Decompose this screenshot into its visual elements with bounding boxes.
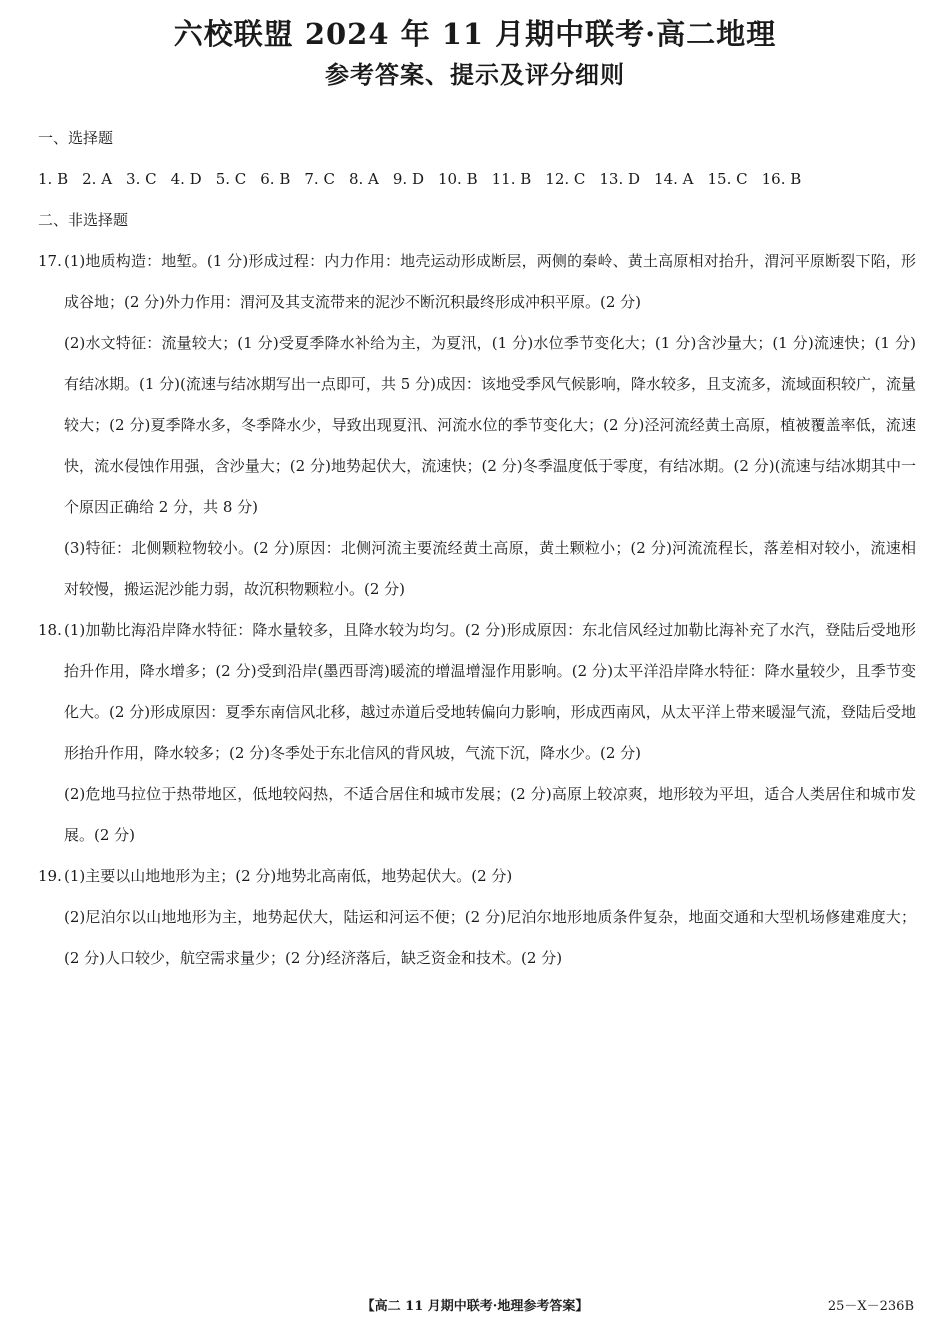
footer-code: 25－X－236B [827,1299,914,1314]
answer-item: 8. A [348,170,379,188]
answer-item: 11. B [491,170,532,188]
question-19 [38,856,916,897]
answer-item: 15. C [707,170,748,188]
question-18-part-1: (1)加勒比海沿岸降水特征：降水量较多，且降水较为均匀。(2 分)形成原因：东北信风经过加勒比海补充了水汽，登陆后受地形抬升作用，降水增多；(2 分)受到沿岸(墨西哥湾)暖流的增温增湿作用影响。(2 分)太平洋沿岸降水特征：降水量较少，且季节变化大。(2 分)形成原因：夏季东南信风北移，越过赤道后受地转偏向力影响，形成西南风，从太平洋上带来暖湿气流，登陆后受地形抬升作用，降水较多；(2 分)冬季处于东北信风的背风坡，气流下沉，降水少。(2 分) [64,621,916,762]
question-number: 19. [38,867,62,885]
answer-item: 16. B [761,170,802,188]
page-title: 六校联盟 2024 年 11 月期中联考·高二地理 [173,17,777,51]
answer-item: 1. B [38,170,69,188]
answer-item: 3. C [126,170,157,188]
section-heading-nonchoice: 二、非选择题 [38,211,129,229]
answer-item: 13. D [599,170,641,188]
question-17-part-1: (1)地质构造：地堑。(1 分)形成过程：内力作用：地壳运动形成断层，两侧的秦岭、黄土高原相对抬升，渭河平原断裂下陷，形成谷地；(2 分)外力作用：渭河及其支流带来的泥沙不断沉积最终形成冲积平原。(2 分) [64,252,916,311]
answer-item: 6. B [260,170,291,188]
answer-item: 14. A [654,170,694,188]
answer-item: 7. C [304,170,335,188]
answer-item: 5. C [215,170,247,188]
footer-title: 【高二 11 月期中联考·地理参考答案】 [361,1299,589,1314]
page-subtitle: 参考答案、提示及评分细则 [325,60,625,89]
content [38,118,916,979]
answer-item: 4. D [170,170,202,188]
question-number: 17. [38,252,62,270]
answer-item: 2. A [82,170,113,188]
answer-item: 10. B [437,170,478,188]
choice-answers [38,159,916,200]
page-footer [0,1296,950,1318]
question-17 [38,241,916,323]
answer-item: 9. D [392,170,424,188]
question-17-part-2: (2)水文特征：流量较大；(1 分)受夏季降水补给为主，为夏汛，(1 分)水位季节变化大；(1 分)含沙量大；(1 分)流速快；(1 分)有结冰期。(1 分)(流速与结冰期写出一点即可，共 5 分)成因：该地受季风气候影响，降水较多，且支流多，流域面积较广，流量较大；(2 分)夏季降水多，冬季降水少，导致出现夏汛、河流水位的季节变化大；(2 分)泾河流经黄土高原，植被覆盖率低，流速快，流水侵蚀作用强，含沙量大；(2 分)地势起伏大，流速快；(2 分)冬季温度低于零度，有结冰期。(2 分)(流速与结冰期其中一个原因正确给 2 分，共 8 分) [64,334,916,516]
question-19-part-1: (1)主要以山地地形为主；(2 分)地势北高南低，地势起伏大。(2 分) [64,867,513,885]
section-heading-choice: 一、选择题 [38,129,114,147]
question-19-part-2: (2)尼泊尔以山地地形为主，地势起伏大，陆运和河运不便；(2 分)尼泊尔地形地质条件复杂，地面交通和大型机场修建难度大；(2 分)人口较少，航空需求量少；(2 分)经济落后，缺乏资金和技术。(2 分) [64,908,916,967]
question-18-part-2: (2)危地马拉位于热带地区，低地较闷热，不适合居住和城市发展；(2 分)高原上较凉爽，地形较为平坦，适合人类居住和城市发展。(2 分) [64,785,916,844]
answer-item: 12. C [545,170,586,188]
question-18 [38,610,916,774]
question-17-part-3: (3)特征：北侧颗粒物较小。(2 分)原因：北侧河流主要流经黄土高原，黄土颗粒小；(2 分)河流流程长，落差相对较小，流速相对较慢，搬运泥沙能力弱，故沉积物颗粒小。(2 分) [64,539,916,598]
question-number: 18. [38,621,62,639]
